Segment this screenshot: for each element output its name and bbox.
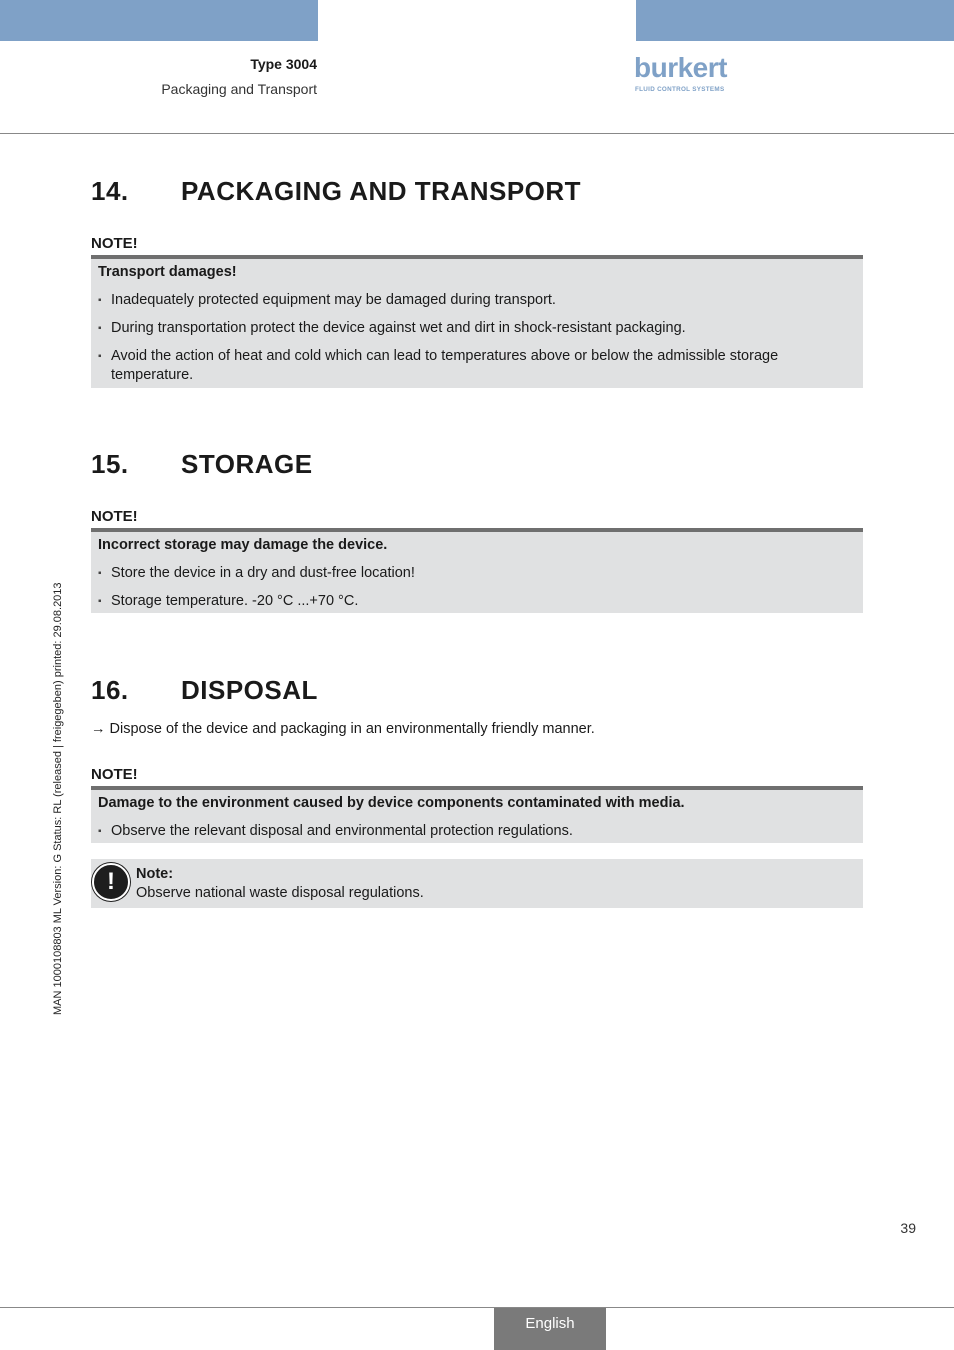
section-number: 15. [91,449,129,479]
burkert-logo [634,52,734,96]
section-heading-storage [91,449,313,480]
note-list [98,291,855,385]
header-divider [0,133,954,134]
note-box-disposal [91,786,863,843]
note-label: NOTE! [91,508,138,525]
language-tab: English [494,1308,606,1350]
info-note-box [91,859,863,908]
list-item: ▪ Observe the relevant disposal and environmental protection regulations. [98,822,855,841]
section-heading-disposal [91,675,318,706]
logo-tagline: FLUID CONTROL SYSTEMS [635,86,725,93]
info-text: Observe national waste disposal regulations. [136,885,424,901]
list-item: ▪ Storage temperature. -20 °C ...+70 °C. [98,592,855,611]
document-metadata-vertical: MAN 1000108803 ML Version: G Status: RL (released | freigegeben) printed: 29.08.2013 [52,582,64,1015]
section-title: PACKAGING AND TRANSPORT [181,176,582,206]
document-type: Type 3004 [250,56,317,72]
info-title: Note: [136,866,174,882]
note-label: NOTE! [91,766,138,783]
note-list [98,564,855,611]
section-title: DISPOSAL [181,675,318,705]
disposal-instruction: → Dispose of the device and packaging in an environmentally friendly manner. [91,721,595,737]
footer-divider [0,1307,954,1308]
list-item: ▪ Avoid the action of heat and cold which can lead to temperatures above or below the admissible storage temperature. [98,347,855,385]
note-title: Incorrect storage may damage the device. [98,537,388,553]
section-number: 16. [91,675,129,705]
section-number: 14. [91,176,129,206]
list-item: ▪ Inadequately protected equipment may be damaged during transport. [98,291,855,310]
note-list [98,822,855,841]
exclamation-icon: ! [92,863,130,901]
note-box-storage [91,528,863,613]
document-chapter: Packaging and Transport [161,81,317,97]
section-title: STORAGE [181,449,313,479]
header-bar-left [0,0,318,41]
note-label: NOTE! [91,235,138,252]
header-bar-right [636,0,954,41]
list-item: ▪ Store the device in a dry and dust-free location! [98,564,855,583]
note-title: Transport damages! [98,264,237,280]
logo-wordmark: burkert [634,52,727,83]
page-number: 39 [900,1220,916,1236]
section-heading-packaging [91,176,581,207]
note-box-transport [91,255,863,388]
list-item: ▪ During transportation protect the device against wet and dirt in shock-resistant packaging. [98,319,855,338]
note-title: Damage to the environment caused by device components contaminated with media. [98,795,685,811]
